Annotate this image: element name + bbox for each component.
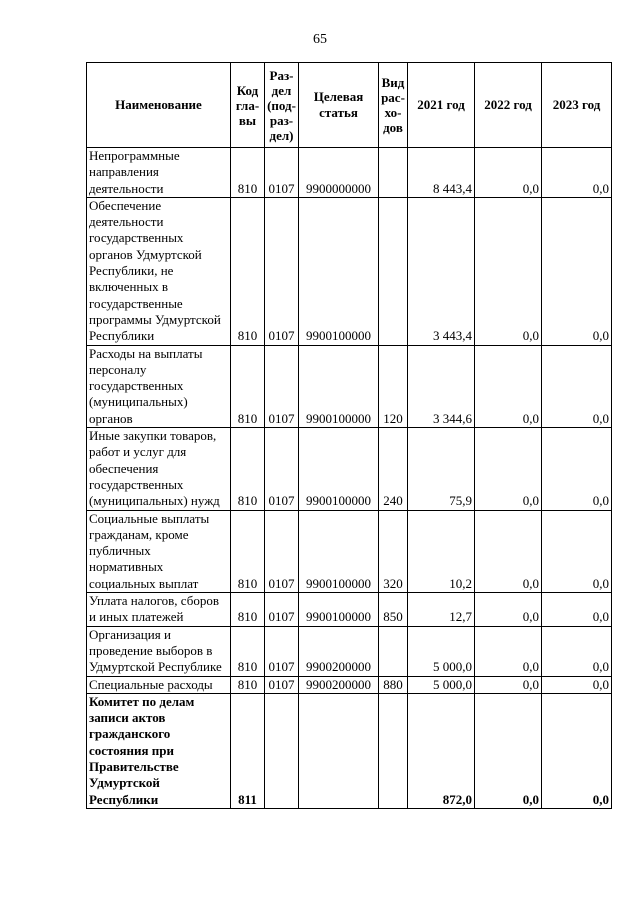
- cell-expense-type: [379, 197, 408, 345]
- table-row: [87, 510, 612, 592]
- cell-2021: 3 344,6: [408, 345, 475, 427]
- cell-2022: 0,0: [475, 345, 542, 427]
- cell-2022: 0,0: [475, 693, 542, 808]
- cell-2021: 12,7: [408, 593, 475, 627]
- table-row: [87, 148, 612, 198]
- cell-2022: 0,0: [475, 428, 542, 510]
- cell-chapter-code: 810: [231, 676, 265, 693]
- cell-2023: 0,0: [542, 593, 612, 627]
- cell-2023: 0,0: [542, 626, 612, 676]
- cell-chapter-code: 810: [231, 510, 265, 592]
- cell-2022: 0,0: [475, 148, 542, 198]
- cell-name: Непрограммные направления деятельности: [87, 148, 231, 198]
- cell-section: 0107: [265, 148, 299, 198]
- cell-target-article: [299, 693, 379, 808]
- table-row: [87, 345, 612, 427]
- cell-2023: 0,0: [542, 510, 612, 592]
- header-target-article: Целевая статья: [299, 63, 379, 148]
- cell-expense-type: 850: [379, 593, 408, 627]
- cell-chapter-code: 810: [231, 197, 265, 345]
- table-row: [87, 197, 612, 345]
- cell-name: Специальные расходы: [87, 676, 231, 693]
- cell-2022: 0,0: [475, 676, 542, 693]
- cell-section: 0107: [265, 510, 299, 592]
- cell-section: 0107: [265, 593, 299, 627]
- header-2022: 2022 год: [475, 63, 542, 148]
- cell-target-article: 9900100000: [299, 345, 379, 427]
- cell-expense-type: 120: [379, 345, 408, 427]
- cell-section: [265, 693, 299, 808]
- cell-chapter-code: 810: [231, 428, 265, 510]
- header-expense-type: Вид рас-хо-дов: [379, 63, 408, 148]
- cell-2022: 0,0: [475, 197, 542, 345]
- cell-expense-type: 240: [379, 428, 408, 510]
- table-row: [87, 593, 612, 627]
- cell-2021: 3 443,4: [408, 197, 475, 345]
- table-row: [87, 626, 612, 676]
- cell-2022: 0,0: [475, 510, 542, 592]
- cell-2021: 872,0: [408, 693, 475, 808]
- cell-2021: 75,9: [408, 428, 475, 510]
- cell-target-article: 9900000000: [299, 148, 379, 198]
- cell-name: Комитет по делам записи актов гражданского состояния при Правительстве Удмуртской Республики: [87, 693, 231, 808]
- table-row: [87, 676, 612, 693]
- cell-target-article: 9900100000: [299, 510, 379, 592]
- cell-2023: 0,0: [542, 148, 612, 198]
- table-row: [87, 693, 612, 808]
- cell-2022: 0,0: [475, 626, 542, 676]
- page-number: 65: [313, 32, 327, 47]
- cell-target-article: 9900100000: [299, 428, 379, 510]
- cell-name: Обеспечение деятельности государственных органов Удмуртской Республики, не включенных в государственные программы Удмуртской Республики: [87, 197, 231, 345]
- cell-section: 0107: [265, 626, 299, 676]
- cell-target-article: 9900100000: [299, 197, 379, 345]
- cell-expense-type: 880: [379, 676, 408, 693]
- table-header-row: [87, 63, 612, 148]
- cell-name: Социальные выплаты гражданам, кроме публичных нормативных социальных выплат: [87, 510, 231, 592]
- cell-chapter-code: 810: [231, 626, 265, 676]
- cell-target-article: 9900200000: [299, 626, 379, 676]
- cell-2022: 0,0: [475, 593, 542, 627]
- cell-section: 0107: [265, 676, 299, 693]
- header-name: Наименование: [87, 63, 231, 148]
- table-row: [87, 428, 612, 510]
- cell-2023: 0,0: [542, 676, 612, 693]
- cell-chapter-code: 811: [231, 693, 265, 808]
- cell-2023: 0,0: [542, 693, 612, 808]
- cell-section: 0107: [265, 428, 299, 510]
- cell-name: Иные закупки товаров, работ и услуг для обеспечения государственных (муниципальных) нужд: [87, 428, 231, 510]
- cell-section: 0107: [265, 197, 299, 345]
- header-2023: 2023 год: [542, 63, 612, 148]
- header-2021: 2021 год: [408, 63, 475, 148]
- cell-name: Расходы на выплаты персоналу государственных (муниципальных) органов: [87, 345, 231, 427]
- budget-table: [86, 62, 612, 809]
- cell-chapter-code: 810: [231, 148, 265, 198]
- cell-chapter-code: 810: [231, 345, 265, 427]
- cell-2021: 10,2: [408, 510, 475, 592]
- cell-chapter-code: 810: [231, 593, 265, 627]
- cell-2021: 5 000,0: [408, 676, 475, 693]
- cell-expense-type: [379, 693, 408, 808]
- cell-name: Организация и проведение выборов в Удмуртской Республике: [87, 626, 231, 676]
- cell-name: Уплата налогов, сборов и иных платежей: [87, 593, 231, 627]
- cell-2023: 0,0: [542, 428, 612, 510]
- cell-2023: 0,0: [542, 197, 612, 345]
- cell-target-article: 9900200000: [299, 676, 379, 693]
- cell-target-article: 9900100000: [299, 593, 379, 627]
- header-section: Раз-дел (под-раз-дел): [265, 63, 299, 148]
- header-chapter-code: Код гла-вы: [231, 63, 265, 148]
- cell-expense-type: [379, 148, 408, 198]
- cell-2021: 8 443,4: [408, 148, 475, 198]
- cell-section: 0107: [265, 345, 299, 427]
- cell-expense-type: [379, 626, 408, 676]
- cell-2021: 5 000,0: [408, 626, 475, 676]
- cell-expense-type: 320: [379, 510, 408, 592]
- cell-2023: 0,0: [542, 345, 612, 427]
